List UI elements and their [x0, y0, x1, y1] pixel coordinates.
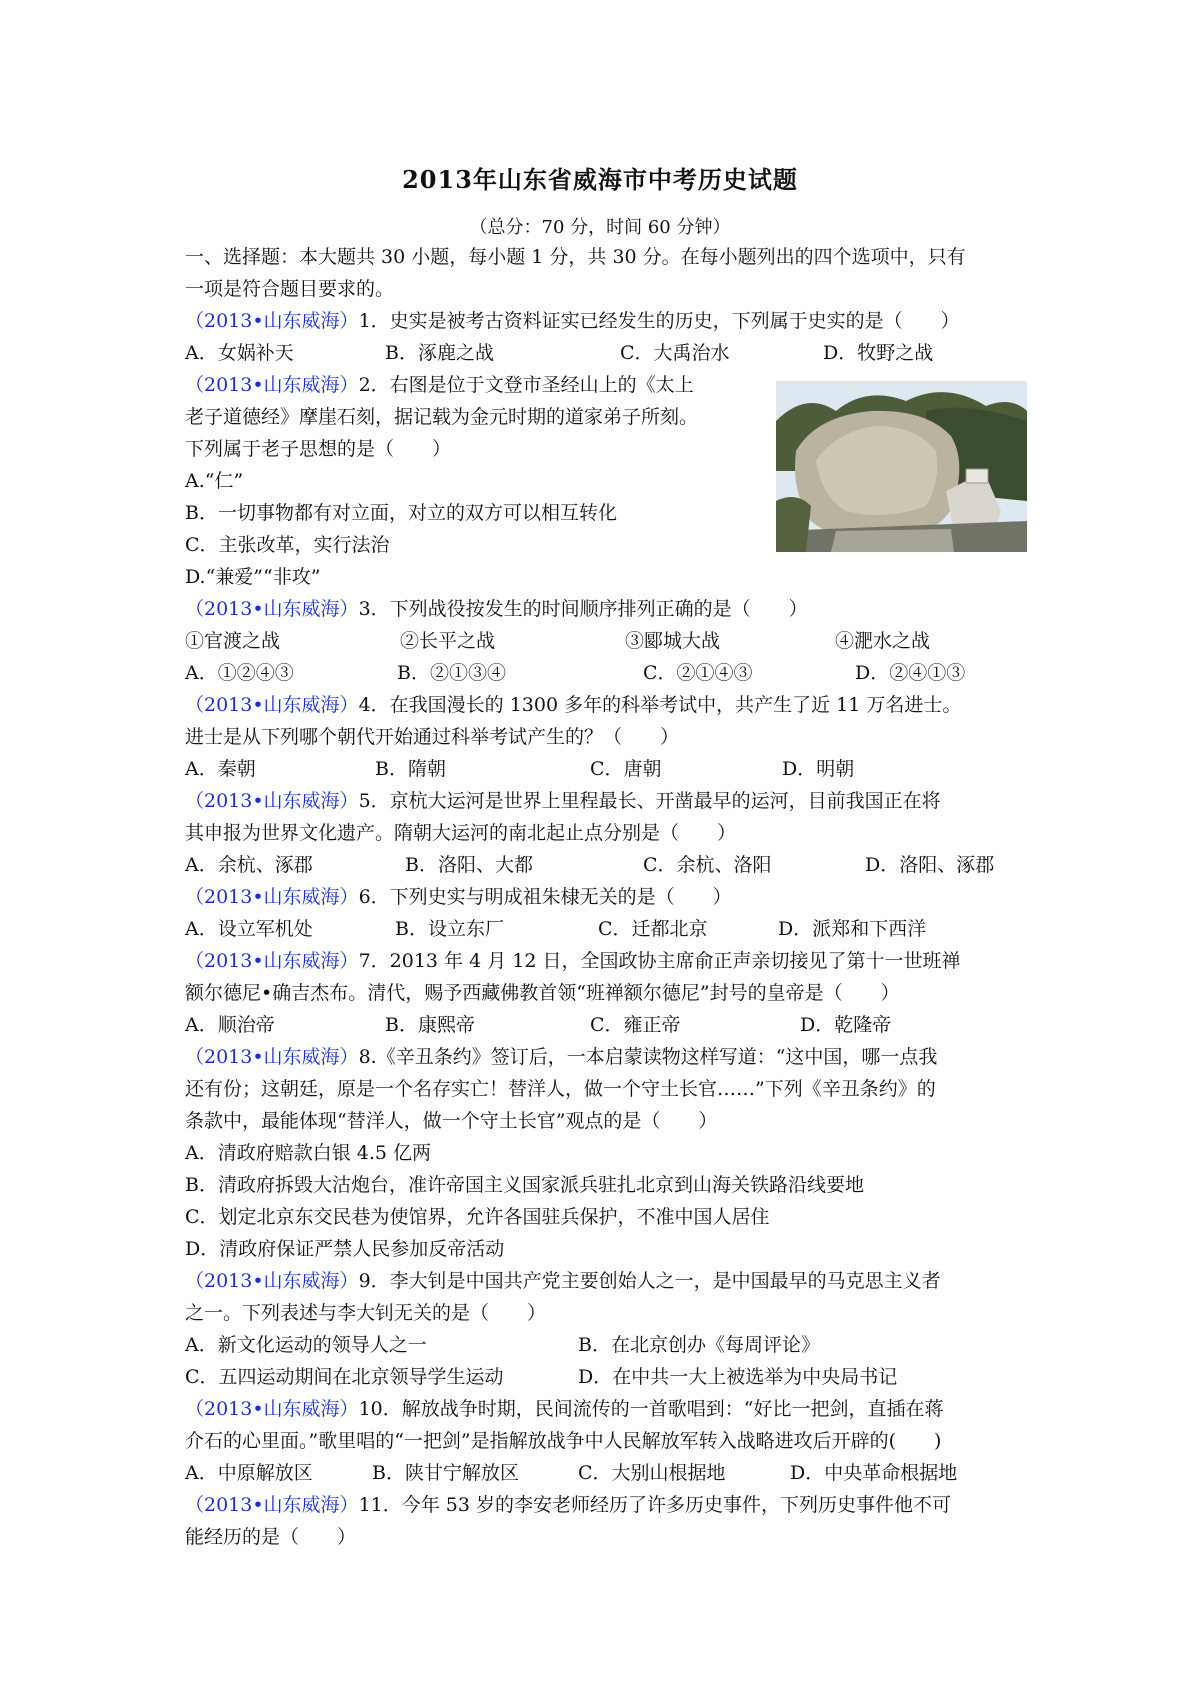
option-b: B．②①③④ [397, 662, 506, 684]
question-text: 能经历的是（ ） [185, 1526, 357, 1548]
option-a: A．秦朝 [185, 758, 256, 780]
option-a: A．设立军机处 [185, 918, 313, 940]
question-5 [185, 789, 941, 813]
option-c: C．迁都北京 [598, 918, 708, 940]
question-text: 下列属于老子思想的是（ ） [185, 438, 452, 460]
option-d: D．牧野之战 [823, 342, 934, 364]
option-d: D．明朝 [782, 758, 855, 780]
option-a: A．余杭、涿郡 [185, 854, 313, 876]
source-tag: （2013•山东威海） [185, 374, 359, 396]
source-tag: （2013•山东威海） [185, 886, 359, 908]
option-b: B．隋朝 [375, 758, 446, 780]
source-tag: （2013•山东威海） [185, 310, 359, 332]
event-1: ①官渡之战 [185, 630, 281, 652]
source-tag: （2013•山东威海） [185, 790, 359, 812]
option-c: C．雍正帝 [590, 1014, 681, 1036]
source-tag: （2013•山东威海） [185, 1398, 359, 1420]
source-tag: （2013•山东威海） [185, 694, 359, 716]
option-a: A．清政府赔款白银 4.5 亿两 [185, 1142, 432, 1164]
option-a: A．中原解放区 [185, 1462, 313, 1484]
question-text: 进士是从下列哪个朝代开始通过科举考试产生的？（ ） [185, 726, 680, 748]
source-tag: （2013•山东威海） [185, 1046, 359, 1068]
option-b: B．康熙帝 [385, 1014, 475, 1036]
question-text: 9．李大钊是中国共产党主要创始人之一，是中国最早的马克思主义者 [358, 1270, 941, 1292]
option-a: A．①②④③ [185, 662, 294, 684]
question-text: 其申报为世界文化遗产。隋朝大运河的南北起止点分别是（ ） [185, 822, 737, 844]
page-subtitle: （总分：70 分，时间 60 分钟） [469, 217, 731, 238]
option-a: A．新文化运动的领导人之一 [185, 1334, 427, 1356]
option-c: C．②①④③ [643, 662, 753, 684]
question-11 [185, 1493, 951, 1517]
source-tag: （2013•山东威海） [185, 1494, 359, 1516]
question-text: 1．史实是被考古资料证实已经发生的历史，下列属于史实的是（ ） [358, 310, 960, 332]
question-text: 介石的心里面。”歌里唱的“一把剑”是指解放战争中人民解放军转入战略进攻后开辟的( ) [185, 1430, 942, 1452]
section-heading-line1: 一、选择题：本大题共 30 小题，每小题 1 分，共 30 分。在每小题列出的四个选项中，只有 [185, 246, 966, 268]
question-3 [185, 597, 808, 621]
question-text: 老子道德经》摩崖石刻，据记载为金元时期的道家弟子所刻。 [185, 406, 699, 428]
option-c: C．余杭、洛阳 [643, 854, 772, 876]
option-a: A．顺治帝 [185, 1014, 275, 1036]
question-text: 10．解放战争时期，民间流传的一首歌唱到：“好比一把剑，直插在蒋 [358, 1398, 944, 1420]
question-text: 4．在我国漫长的 1300 多年的科举考试中，共产生了近 11 万名进士。 [358, 694, 962, 716]
option-c: C．划定北京东交民巷为使馆界，允许各国驻兵保护，不准中国人居住 [185, 1206, 770, 1228]
option-d: D．中央革命根据地 [790, 1462, 958, 1484]
option-b: B．洛阳、大都 [405, 854, 533, 876]
option-d: D．洛阳、涿郡 [865, 854, 995, 876]
question-7 [185, 949, 960, 973]
option-b: B．陕甘宁解放区 [372, 1462, 519, 1484]
question-1 [185, 309, 960, 333]
option-d: D.“兼爱”“非攻” [185, 566, 321, 588]
question-9 [185, 1269, 941, 1293]
question-4 [185, 693, 961, 717]
source-tag: （2013•山东威海） [185, 950, 359, 972]
option-c: C．大别山根据地 [578, 1462, 726, 1484]
question-text: 7．2013 年 4 月 12 日，全国政协主席俞正声亲切接见了第十一世班禅 [358, 950, 961, 972]
option-a: A.“仁” [185, 470, 244, 492]
option-b: B．清政府拆毁大沽炮台，准许帝国主义国家派兵驻扎北京到山海关铁路沿线要地 [185, 1174, 864, 1196]
option-d: D．乾隆帝 [800, 1014, 892, 1036]
question-2 [185, 373, 694, 397]
option-c: C．主张改革，实行法治 [185, 534, 390, 556]
question-6 [185, 885, 732, 909]
event-4: ④淝水之战 [835, 630, 931, 652]
option-b: B．在北京创办《每周评论》 [578, 1334, 820, 1356]
source-tag: （2013•山东威海） [185, 598, 359, 620]
option-b: B．一切事物都有对立面，对立的双方可以相互转化 [185, 502, 617, 524]
rock-image [776, 381, 1027, 552]
option-b: B．涿鹿之战 [385, 342, 494, 364]
option-d: D．派郑和下西洋 [778, 918, 927, 940]
option-b: B．设立东厂 [395, 918, 504, 940]
question-text: 3．下列战役按发生的时间顺序排列正确的是（ ） [358, 598, 808, 620]
event-2: ②长平之战 [400, 630, 496, 652]
option-c: C．唐朝 [590, 758, 662, 780]
cliff-inscription-photo [776, 381, 1027, 552]
option-c: C．五四运动期间在北京领导学生运动 [185, 1366, 504, 1388]
section-heading-line2: 一项是符合题目要求的。 [185, 278, 395, 300]
source-tag: （2013•山东威海） [185, 1270, 359, 1292]
option-d: D．②④①③ [855, 662, 966, 684]
question-text: 额尔德尼•确吉杰布。清代，赐予西藏佛教首领“班禅额尔德尼”封号的皇帝是（ ） [185, 982, 900, 1004]
question-8 [185, 1045, 937, 1069]
question-text: 11．今年 53 岁的李安老师经历了许多历史事件，下列历史事件他不可 [358, 1494, 951, 1516]
option-d: D．清政府保证严禁人民参加反帝活动 [185, 1238, 505, 1260]
question-text: 6．下列史实与明成祖朱棣无关的是（ ） [358, 886, 732, 908]
option-c: C．大禹治水 [620, 342, 730, 364]
question-text: 5．京杭大运河是世界上里程最长、开凿最早的运河，目前我国正在将 [358, 790, 941, 812]
question-text: 2．右图是位于文登市圣经山上的《太上 [358, 374, 694, 396]
question-10 [185, 1397, 943, 1421]
question-text: 8.《辛丑条约》签订后，一本启蒙读物这样写道：“这中国，哪一点我 [358, 1046, 938, 1068]
question-text: 条款中，最能体现“替洋人，做一个守土长官”观点的是（ ） [185, 1110, 718, 1132]
question-text: 还有份；这朝廷，原是一个名存实亡！替洋人，做一个守土长官……”下列《辛丑条约》的 [185, 1078, 936, 1100]
option-d: D．在中共一大上被选举为中央局书记 [578, 1366, 898, 1388]
question-text: 之一。下列表述与李大钊无关的是（ ） [185, 1302, 547, 1324]
event-3: ③郾城大战 [625, 630, 721, 652]
page-title: 2013年山东省威海市中考历史试题 [402, 165, 798, 194]
option-a: A．女娲补天 [185, 342, 294, 364]
